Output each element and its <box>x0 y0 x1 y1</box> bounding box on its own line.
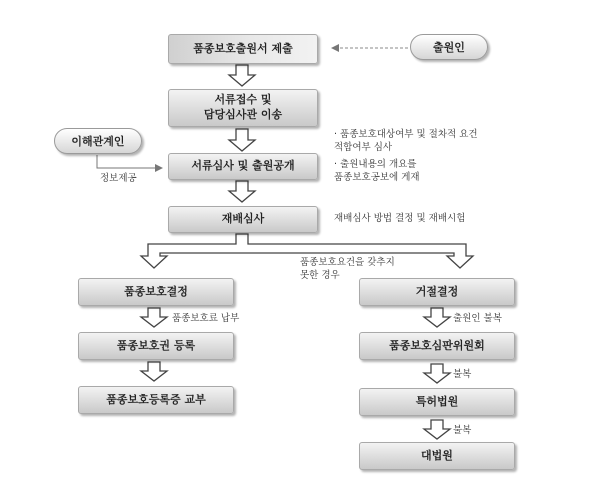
patent-court-box: 특허법원 <box>359 388 515 416</box>
rejection-decision-box: 거절결정 <box>359 278 515 306</box>
objection-note-1: 불복 <box>453 369 472 380</box>
gazette-publication-note: · 출원내용의 개요를 품종보호공보에 게재 <box>334 159 420 184</box>
down-arrow-icon-5 <box>141 362 167 381</box>
down-arrow-icon-1 <box>229 65 255 86</box>
down-arrow-icon-2 <box>229 129 255 151</box>
down-arrow-icon-8 <box>424 420 450 439</box>
supreme-court-box: 대법원 <box>359 442 515 470</box>
cultivation-test-box: 재배심사 <box>168 206 318 233</box>
right-registration-box: 품종보호권 등록 <box>78 332 234 360</box>
receipt-transfer-box: 서류접수 및 담당심사관 이송 <box>168 89 318 127</box>
application-submit-box: 품종보호출원서 제출 <box>168 34 318 64</box>
requirements-check-note: · 품종보호대상여부 및 절차적 요건 적합여부 심사 <box>334 129 478 154</box>
down-arrow-icon-7 <box>424 364 450 383</box>
info-provision-note: 정보제공 <box>100 173 137 184</box>
applicant-pill: 출원인 <box>410 34 488 60</box>
appeal-board-box: 품종보호심판위원회 <box>359 332 515 360</box>
down-arrow-icon-3 <box>229 181 255 202</box>
certificate-issue-box: 품종보호등록증 교부 <box>78 386 234 414</box>
fee-payment-note: 품종보호료 납부 <box>172 313 240 324</box>
protection-decision-box: 품종보호결정 <box>78 278 234 306</box>
info-provision-connector <box>97 155 162 168</box>
objection-note-2: 불복 <box>453 425 472 436</box>
down-arrow-icon-6 <box>424 308 450 327</box>
doc-review-publication-box: 서류심사 및 출원공개 <box>168 153 318 180</box>
applicant-objection-note: 출원인 불복 <box>453 313 502 324</box>
interested-party-pill: 이해관계인 <box>54 128 142 154</box>
not-meeting-requirements-note: 품종보호요건을 갖추지 못한 경우 <box>300 257 395 282</box>
down-arrow-icon-4 <box>141 308 167 327</box>
cultivation-method-note: 재배심사 방법 결정 및 재배시험 <box>334 213 466 224</box>
